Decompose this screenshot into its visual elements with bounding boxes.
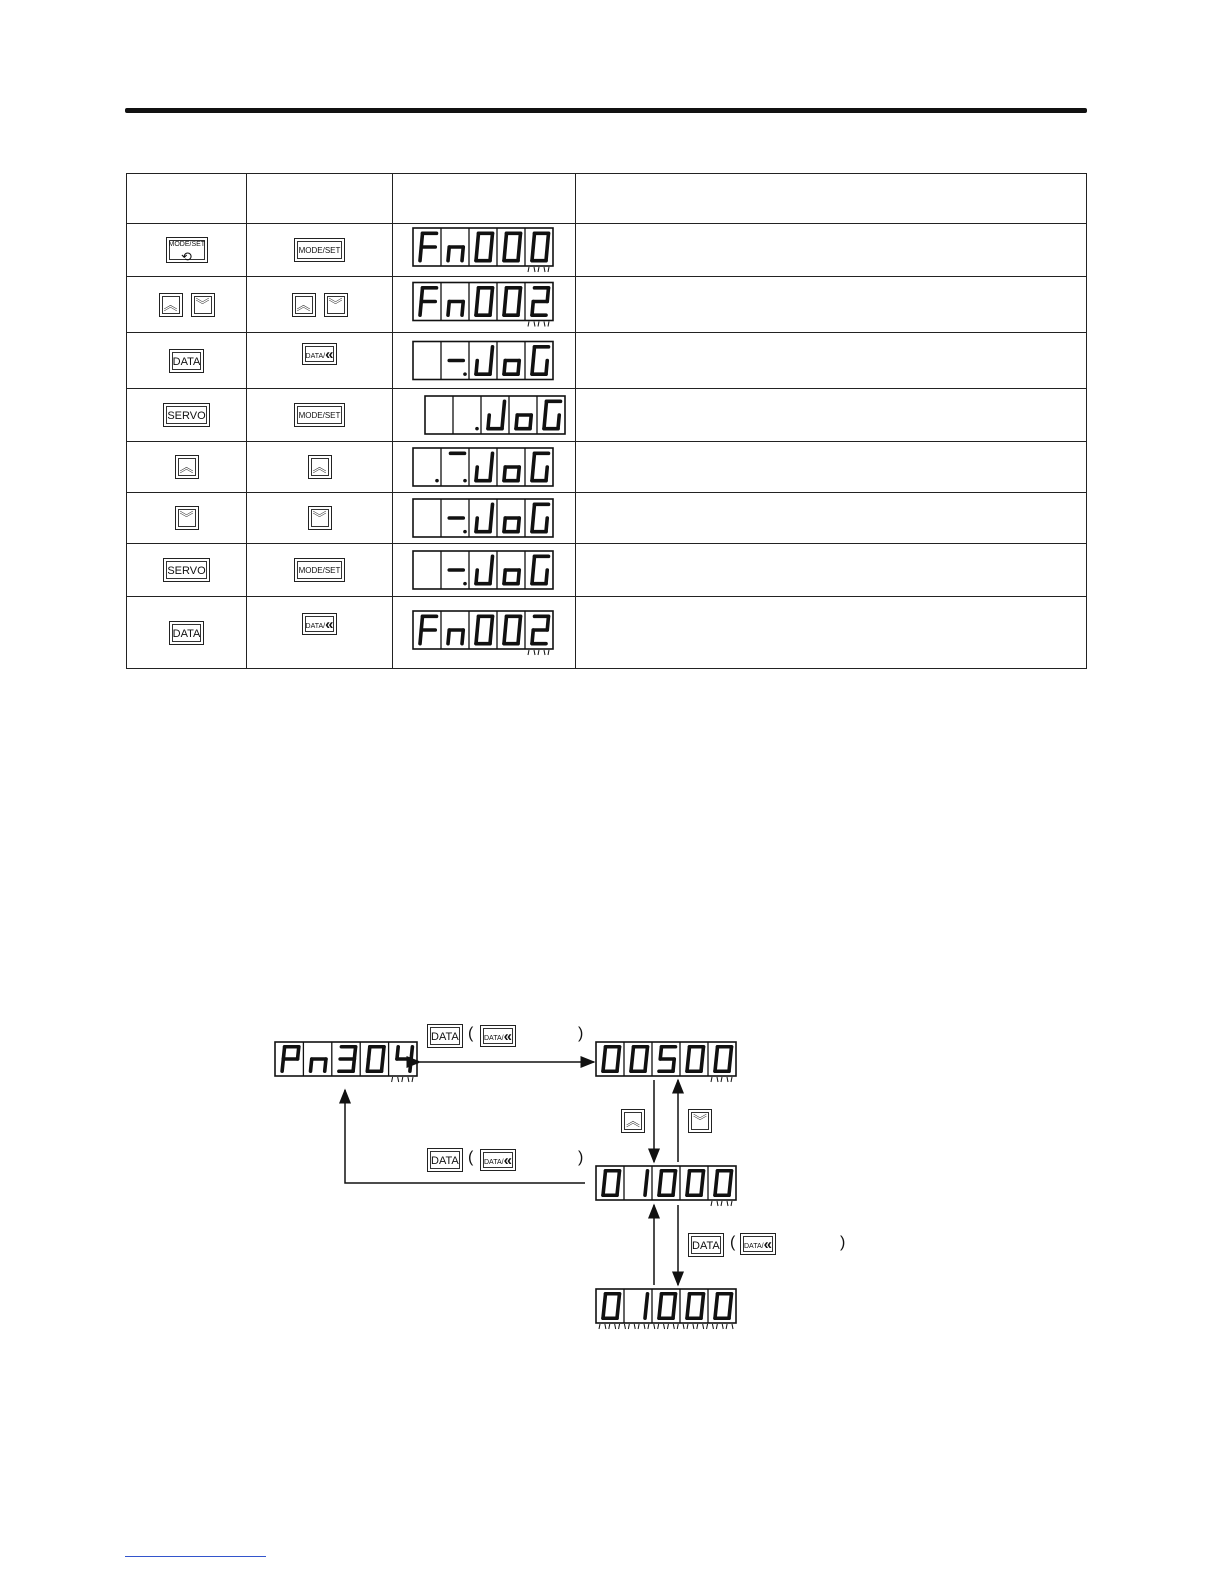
servo-key[interactable]: SERVO (163, 403, 209, 427)
mode-set-key[interactable]: MODE/SET ⟲ (166, 237, 208, 263)
arrow-save-to-pn (345, 1090, 585, 1183)
data-key[interactable]: DATA (427, 1148, 463, 1172)
paren-open: ( (468, 1149, 474, 1166)
down-key[interactable]: ︾ (191, 293, 215, 317)
down-key[interactable]: ︾ (324, 293, 348, 317)
seg-display-01000 (596, 1166, 736, 1206)
data-key[interactable]: DATA (688, 1233, 724, 1257)
data-shift-key[interactable]: DATA/« (480, 1025, 516, 1047)
mode-set-key[interactable]: MODE/SET (294, 403, 346, 427)
seg-display-00500 (596, 1042, 736, 1082)
down-key[interactable]: ︾ (308, 506, 332, 530)
data-key[interactable]: DATA (169, 621, 205, 645)
data-shift-key[interactable]: DATA/« (740, 1233, 776, 1255)
data-key[interactable]: DATA (427, 1024, 463, 1048)
mode-set-key[interactable]: MODE/SET (294, 238, 346, 262)
paren-close: ) (840, 1234, 846, 1251)
seg-display-01000-blinking (596, 1289, 736, 1329)
servo-key[interactable]: SERVO (163, 558, 209, 582)
up-key[interactable]: ︽ (292, 293, 316, 317)
footer-rule (125, 1556, 266, 1557)
down-key[interactable]: ︾ (688, 1109, 712, 1133)
up-key[interactable]: ︽ (159, 293, 183, 317)
paren-close: ) (578, 1025, 584, 1042)
seg-display-pn304 (275, 1042, 417, 1082)
paren-open: ( (468, 1025, 474, 1042)
paren-close: ) (578, 1149, 584, 1166)
paren-open: ( (730, 1234, 736, 1251)
data-shift-key[interactable]: DATA/« (480, 1149, 516, 1171)
mode-set-key[interactable]: MODE/SET (294, 558, 346, 582)
up-key[interactable]: ︽ (308, 455, 332, 479)
data-shift-key[interactable]: DATA/« (302, 613, 338, 635)
data-shift-key[interactable]: DATA/« (302, 343, 338, 365)
up-key[interactable]: ︽ (175, 455, 199, 479)
up-key[interactable]: ︽ (621, 1109, 645, 1133)
down-key[interactable]: ︾ (175, 506, 199, 530)
data-key[interactable]: DATA (169, 349, 205, 373)
